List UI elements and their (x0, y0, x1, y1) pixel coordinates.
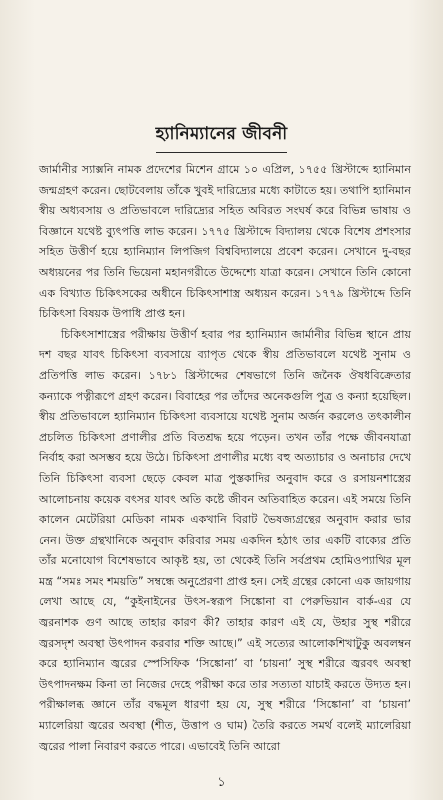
page-number: ১ (217, 775, 226, 790)
paragraph-2: চিকিৎসাশাস্ত্রের পরীক্ষায় উত্তীর্ণ হবার পর হ্যানিম্যান জার্মানীর বিভিন্ন স্থানে প্রায় দশ বছর যাবৎ চিকিৎসা ব্যবসায়ে ব্যাপৃত থেকে স্বীয় প্রতিভাবলে যথেষ্ট সুনাম ও প্রতিপত্তি লাভ করেন। ১৭৮১ খ্রিস্টাব্দের শেষভাগে তিনি জনৈক ঔষধবিক্রেতার কন্যাকে পত্নীরূপে গ্রহণ করেন। বিবাহের পর তাঁদের অনেকগুলি পুত্র ও কন্যা হয়েছিল। স্বীয় প্রতিভাবলে হ্যানিম্যান চিকিৎসা ব্যবসায়ে যথেষ্ট সুনাম অর্জন করলেও তৎকালীন প্রচলিত চিকিৎসা প্রণালীর প্রতি বিতশ্রদ্ধ হয়ে পড়েন। তখন তাঁর পক্ষে জীবনযাত্রা নির্বাহ করা অসম্ভব হয়ে উঠে। চিকিৎসা প্রণালীর মধ্যে বহু অত্যাচার ও অনাচার দেখে তিনি চিকিৎসা ব্যবসা ছেড়ে কেবল মাত্র পুস্তকাদির অনুবাদ করে ও রসায়নশাস্ত্রের আলোচনায় কয়েক বৎসর যাবৎ অতি কষ্টে জীবন অতিবাহিত করেন। এই সময়ে তিনি কালেন মেটেরিয়া মেডিকা নামক একখানি বিরাট ভৈষজ্যগ্রন্থের অনুবাদ করার ভার নেন। উক্ত গ্রন্থখানিকে অনুবাদ করিবার সময় একদিন হঠাৎ তার একটি বাক্যের প্রতি তাঁর মনোযোগ বিশেষভাবে আকৃষ্ট হয়, তা থেকেই তিনি সর্বপ্রথম হোমিওপ্যাথির মূল মন্ত্র “সমঃ সমং শময়তি” সম্বন্ধে অনুপ্রেরণা প্রাপ্ত হন। সেই গ্রন্থের কোনো এক জায়গায় লেখা আছে যে, “কুইনাইনের উৎস-স্বরূপ সিঙ্কোনা বা পেরুভিয়ান বার্ক-এর যে জ্বরনাশক গুণ আছে তাহার কারণ কী? তাহার কারণ এই যে, উহার সুস্থ শরীরে জ্বরসদৃশ অবস্থা উৎপাদন করবার শক্তি আছে।” এই সত্যের আলোকশিখাটুকু অবলম্বন করে হ্যানিম্যান জ্বরের স্পেসিফিক ‘সিঙ্কোনা’ বা ‘চায়না’ সুস্থ শরীরে জ্বরবৎ অবস্থা উৎপাদনক্ষম কিনা তা নিজের দেহে পরীক্ষা করে তার সত্যতা যাচাই করতে উদ্যত হন। পরীক্ষালব্ধ জ্ঞানে তাঁর বদ্ধমূল ধারণা হয় যে, সুস্থ শরীরে ‘সিঙ্কোনা’ বা ‘চায়না’ ম্যালেরিয়া জ্বরের অবস্থা (শীত, উত্তাপ ও ঘাম) তৈরি করতে সমর্থ বলেই ম্যালেরিয়া জ্বরের পালা নিবারণ করতে পারে। এভাবেই তিনি আরো (39, 327, 411, 753)
title-container (0, 121, 443, 153)
page-title: হ্যানিম্যানের জীবনী (156, 121, 288, 153)
body-text (39, 160, 411, 757)
paragraph-1: জার্মানীর স্যাক্সনি নামক প্রদেশের মিশেন গ্রামে ১০ এপ্রিল, ১৭৫৫ খ্রিস্টাব্দে হ্যানিমান জন্মগ্রহণ করেন। ছোটবেলায় তাঁকে খুবই দারিদ্র্যের মধ্যে কাটাতে হয়। তথাপি হ্যানিমান স্বীয় অধ্যবসায় ও প্রতিভাবলে দারিদ্র্যের সহিত অবিরত সংঘর্ষ করে বিভিন্ন ভাষায় ও বিজ্ঞানে যথেষ্ট ব্যুৎপত্তি লাভ করেন। ১৭৭৫ খ্রিস্টাব্দে বিদ্যালয় থেকে বিশেষ প্রশংসার সহিত উত্তীর্ণ হয়ে হ্যানিম্যান লিপজিগ বিশ্ববিদ্যালয়ে প্রবেশ করেন। সেখানে দু-বছর অধ্যয়নের পর তিনি ভিয়েনা মহানগরীতে উদ্দেশ্যে যাত্রা করেন। সেখানে তিনি কোনো এক বিখ্যাত চিকিৎসকের অধীনে চিকিৎসাশাস্ত্র অধ্যয়ন করেন। ১৭৭৯ খ্রিস্টাব্দে তিনি চিকিৎসা বিষয়ক উপাধি প্রাপ্ত হন। (39, 163, 411, 321)
